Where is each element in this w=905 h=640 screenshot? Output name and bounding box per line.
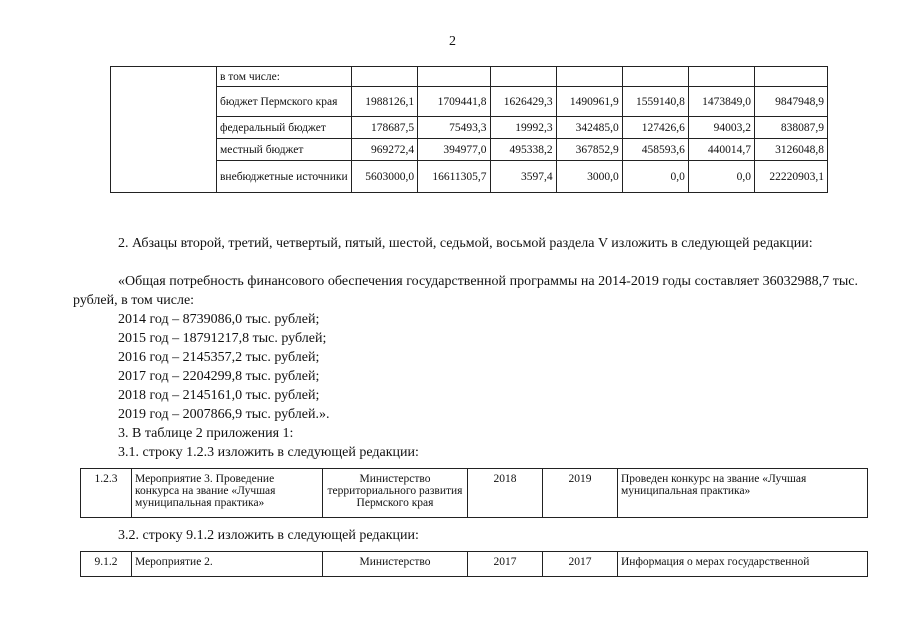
row-executor: Министерство [323, 552, 468, 577]
year-line: 2017 год – 2204299,8 тыс. рублей; [118, 369, 320, 384]
value-cell: 3597,4 [490, 161, 556, 193]
value-cell: 94003,2 [688, 117, 754, 139]
year-line: 2014 год – 8739086,0 тыс. рублей; [118, 312, 320, 327]
row-year-end: 2019 [543, 469, 618, 518]
year-line: 2018 год – 2145161,0 тыс. рублей; [118, 388, 320, 403]
value-cell: 178687,5 [352, 117, 418, 139]
value-cell: 969272,4 [352, 139, 418, 161]
value-cell [352, 67, 418, 87]
table-row [111, 117, 828, 139]
value-cell [418, 67, 490, 87]
value-cell: 0,0 [688, 161, 754, 193]
table-row [111, 67, 828, 87]
page-number: 2 [449, 34, 456, 49]
value-cell: 127426,6 [622, 117, 688, 139]
year-line: 2015 год – 18791217,8 тыс. рублей; [118, 331, 327, 346]
item-3-2-line: 3.2. строку 9.1.2 изложить в следующей редакции: [118, 528, 419, 543]
table-row [81, 552, 868, 577]
row-label: внебюджетные источники [217, 161, 352, 193]
row-year-start: 2018 [468, 469, 543, 518]
value-cell: 16611305,7 [418, 161, 490, 193]
value-cell [755, 67, 828, 87]
value-cell: 3126048,8 [755, 139, 828, 161]
table-row [111, 139, 828, 161]
row-event: Мероприятие 2. [132, 552, 323, 577]
item-3-1-line: 3.1. строку 1.2.3 изложить в следующей редакции: [118, 445, 419, 460]
value-cell [688, 67, 754, 87]
value-cell: 1473849,0 [688, 87, 754, 117]
value-cell [556, 67, 622, 87]
row-year-end: 2017 [543, 552, 618, 577]
row-1-2-3-table [80, 468, 868, 518]
year-line: 2016 год – 2145357,2 тыс. рублей; [118, 350, 320, 365]
table-row [81, 469, 868, 518]
row-code: 1.2.3 [81, 469, 132, 518]
row-label: в том числе: [217, 67, 352, 87]
value-cell: 9847948,9 [755, 87, 828, 117]
value-cell: 1709441,8 [418, 87, 490, 117]
value-cell: 5603000,0 [352, 161, 418, 193]
value-cell: 1490961,9 [556, 87, 622, 117]
value-cell: 19992,3 [490, 117, 556, 139]
row-executor: Министерство территориального развития Пермского края [323, 469, 468, 518]
row-label: местный бюджет [217, 139, 352, 161]
row-label: федеральный бюджет [217, 117, 352, 139]
row-year-start: 2017 [468, 552, 543, 577]
value-cell: 1988126,1 [352, 87, 418, 117]
row-label: бюджет Пермского края [217, 87, 352, 117]
value-cell: 3000,0 [556, 161, 622, 193]
table-row [111, 161, 828, 193]
value-cell: 1626429,3 [490, 87, 556, 117]
value-cell: 495338,2 [490, 139, 556, 161]
row-9-1-2-table [80, 551, 868, 577]
row-event: Мероприятие 3. Проведение конкурса на звание «Лучшая муниципальная практика» [132, 469, 323, 518]
item-3-line: 3. В таблице 2 приложения 1: [118, 426, 294, 441]
value-cell: 75493,3 [418, 117, 490, 139]
merged-blank-cell [111, 67, 217, 193]
year-line: 2019 год – 2007866,9 тыс. рублей.». [118, 407, 330, 422]
row-result: Проведен конкурс на звание «Лучшая муниципальная практика» [618, 469, 868, 518]
row-result: Информация о мерах государственной [618, 552, 868, 577]
value-cell [490, 67, 556, 87]
value-cell [622, 67, 688, 87]
row-code: 9.1.2 [81, 552, 132, 577]
item-2-paragraph: 2. Абзацы второй, третий, четвертый, пятый, шестой, седьмой, восьмой раздела V изложить в следующей редакции: [118, 236, 813, 251]
value-cell: 1559140,8 [622, 87, 688, 117]
value-cell: 394977,0 [418, 139, 490, 161]
budget-table [110, 66, 828, 193]
value-cell: 440014,7 [688, 139, 754, 161]
value-cell: 342485,0 [556, 117, 622, 139]
value-cell: 22220903,1 [755, 161, 828, 193]
table-row [111, 87, 828, 117]
value-cell: 0,0 [622, 161, 688, 193]
value-cell: 838087,9 [755, 117, 828, 139]
quote-intro-paragraph: «Общая потребность финансового обеспечения государственной программы на 2014-2019 годы составляет 36032988,7 тыс. рублей, в том числе: [73, 274, 858, 308]
value-cell: 367852,9 [556, 139, 622, 161]
value-cell: 458593,6 [622, 139, 688, 161]
